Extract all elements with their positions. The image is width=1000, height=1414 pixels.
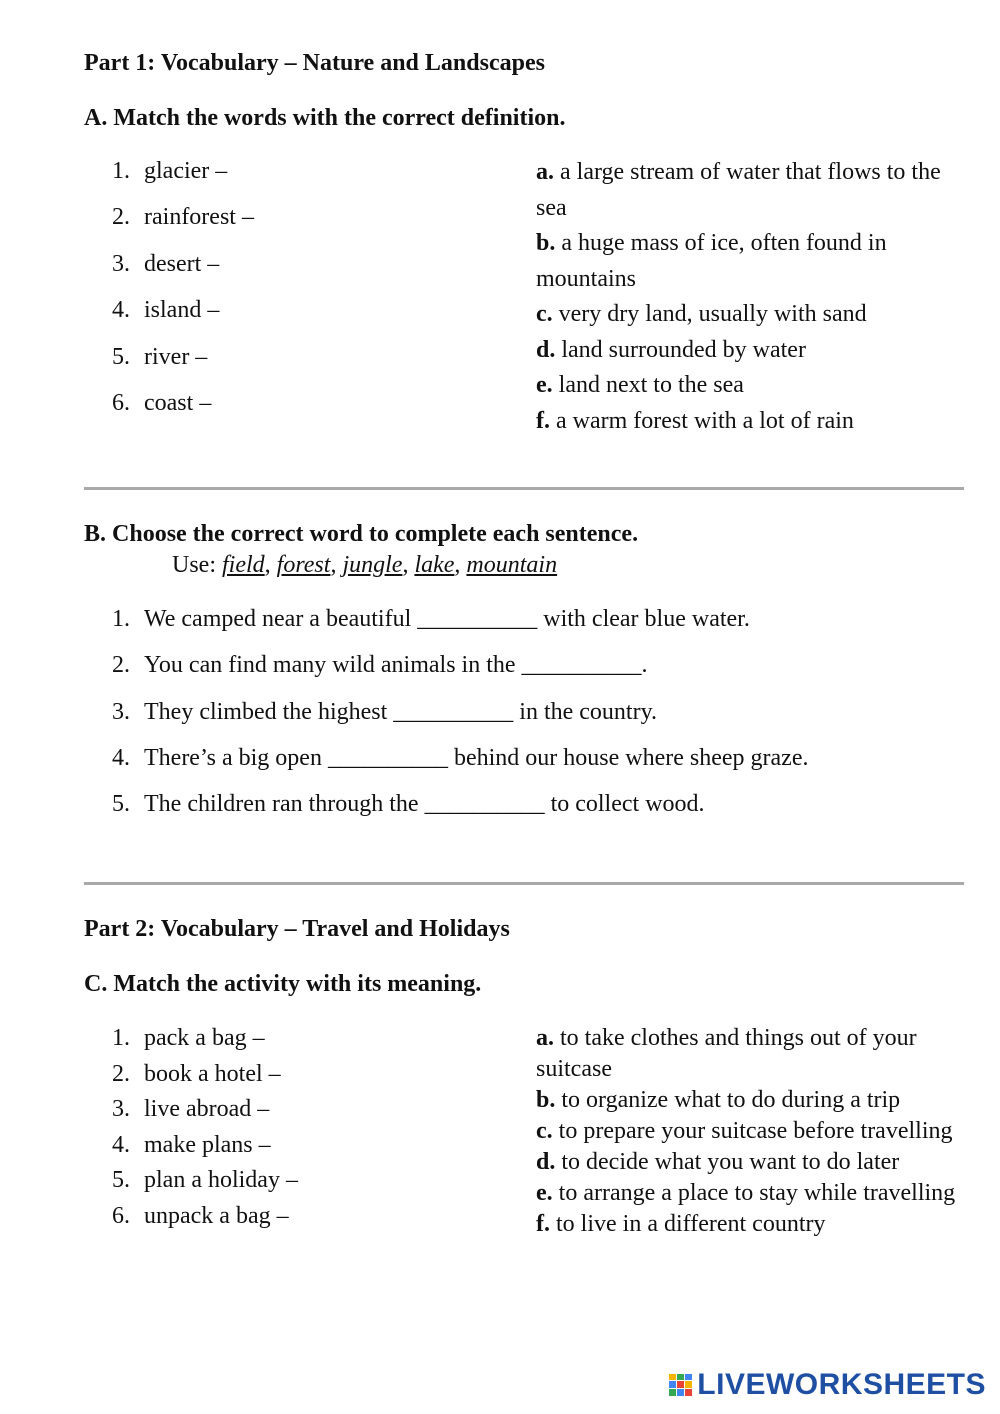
vocab-word-item xyxy=(112,388,254,434)
definition-text: a large stream of water that flows to the sea xyxy=(536,159,941,221)
section-c-activity-list xyxy=(112,1023,298,1236)
item-number: 3. xyxy=(112,698,130,725)
item-text: They climbed the highest __________ in the country. xyxy=(144,698,658,725)
word-bank xyxy=(172,550,557,581)
section-a-instruction: A. Match the words with the correct definition. xyxy=(84,105,566,131)
definition-letter: c. xyxy=(536,301,553,327)
divider-2 xyxy=(84,882,964,885)
activity-item xyxy=(112,1165,298,1201)
definition-text: to organize what to do during a trip xyxy=(561,1087,901,1113)
definition-item xyxy=(536,1085,976,1116)
definition-letter: e. xyxy=(536,1180,553,1206)
item-number: 1. xyxy=(112,1025,130,1051)
item-text: make plans – xyxy=(144,1131,271,1158)
definition-item xyxy=(536,368,976,404)
definition-text: land surrounded by water xyxy=(561,336,806,363)
part2-title: Part 2: Vocabulary – Travel and Holidays xyxy=(84,916,510,942)
item-text: book a hotel – xyxy=(144,1060,281,1087)
definition-text: a huge mass of ice, often found in mountains xyxy=(536,230,887,292)
definition-item xyxy=(536,1178,976,1209)
section-c-instruction: C. Match the activity with its meaning. xyxy=(84,971,482,997)
definition-letter: d. xyxy=(536,1149,556,1175)
word-bank-word: jungle xyxy=(342,552,403,578)
item-text: The children ran through the __________ to collect wood. xyxy=(144,791,705,818)
item-text: pack a bag – xyxy=(144,1025,265,1051)
liveworksheets-logo-icon xyxy=(669,1374,693,1396)
item-text: There’s a big open __________ behind our house where sheep graze. xyxy=(144,744,809,771)
word-bank-word: mountain xyxy=(466,552,558,578)
definition-letter: a. xyxy=(536,159,554,185)
item-number: 3. xyxy=(112,1096,130,1122)
item-text: glacier – xyxy=(144,158,228,184)
definition-text: land next to the sea xyxy=(558,372,744,398)
definition-letter: f. xyxy=(536,407,550,434)
definition-letter: c. xyxy=(536,1118,553,1144)
definition-text: to decide what you want to do later xyxy=(561,1149,900,1175)
definition-text: to take clothes and things out of your suitcase xyxy=(536,1025,917,1082)
item-number: 4. xyxy=(112,744,130,771)
word-bank-label: Use: xyxy=(172,552,216,578)
section-a-word-list xyxy=(112,156,254,434)
item-number: 3. xyxy=(112,250,130,277)
item-text: We camped near a beautiful __________ with clear blue water. xyxy=(144,606,750,632)
item-number: 6. xyxy=(112,1202,130,1229)
item-text: plan a holiday – xyxy=(144,1167,298,1193)
definition-letter: e. xyxy=(536,372,553,398)
word-bank-word: field xyxy=(222,552,265,578)
section-c-meaning-list xyxy=(536,1023,976,1240)
item-text: desert – xyxy=(144,250,220,277)
item-number: 4. xyxy=(112,297,130,324)
item-number: 2. xyxy=(112,652,130,679)
word-bank-word: forest xyxy=(276,552,331,578)
definition-item xyxy=(536,1209,976,1240)
liveworksheets-logo xyxy=(669,1365,986,1404)
definition-text: to arrange a place to stay while travelling xyxy=(558,1180,956,1206)
definition-item xyxy=(536,1116,976,1147)
sentence-item xyxy=(112,650,808,696)
item-text: river – xyxy=(144,343,208,370)
item-number: 4. xyxy=(112,1131,130,1158)
section-a-definition-list xyxy=(536,155,976,439)
section-b-instruction: B. Choose the correct word to complete each sentence. xyxy=(84,521,639,547)
activity-item xyxy=(112,1023,298,1059)
item-text: island – xyxy=(144,297,220,324)
definition-text: to live in a different country xyxy=(556,1211,826,1237)
vocab-word-item xyxy=(112,202,254,248)
activity-item xyxy=(112,1094,298,1130)
item-number: 2. xyxy=(112,204,130,231)
item-number: 6. xyxy=(112,389,130,416)
logo-text: LIVEWORKSHEETS xyxy=(697,1368,986,1401)
sentence-item xyxy=(112,697,808,743)
item-number: 1. xyxy=(112,158,130,184)
definition-letter: b. xyxy=(536,1087,556,1113)
word-bank-word: lake xyxy=(414,552,455,578)
activity-item xyxy=(112,1130,298,1166)
definition-item xyxy=(536,1147,976,1178)
activity-item xyxy=(112,1201,298,1237)
item-number: 1. xyxy=(112,606,130,632)
item-text: You can find many wild animals in the __________. xyxy=(144,652,648,679)
sentence-item xyxy=(112,604,808,650)
definition-text: to prepare your suitcase before travelling xyxy=(558,1118,953,1144)
sentence-item xyxy=(112,743,808,789)
item-number: 5. xyxy=(112,1167,130,1193)
item-number: 5. xyxy=(112,343,130,370)
definition-item xyxy=(536,404,976,440)
item-text: unpack a bag – xyxy=(144,1202,289,1229)
divider-1 xyxy=(84,487,964,490)
item-text: coast – xyxy=(144,389,212,416)
vocab-word-item xyxy=(112,342,254,388)
definition-item xyxy=(536,226,976,297)
part1-title: Part 1: Vocabulary – Nature and Landscapes xyxy=(84,50,545,76)
vocab-word-item xyxy=(112,295,254,341)
item-text: rainforest – xyxy=(144,204,254,231)
sentence-item xyxy=(112,789,808,835)
activity-item xyxy=(112,1059,298,1095)
definition-text: a warm forest with a lot of rain xyxy=(556,407,854,434)
vocab-word-item xyxy=(112,156,254,202)
definition-letter: d. xyxy=(536,336,556,363)
item-number: 5. xyxy=(112,791,130,818)
section-b-sentence-list xyxy=(112,604,808,835)
definition-item xyxy=(536,297,976,333)
item-number: 2. xyxy=(112,1060,130,1087)
vocab-word-item xyxy=(112,249,254,295)
item-text: live abroad – xyxy=(144,1096,270,1122)
definition-letter: f. xyxy=(536,1211,550,1237)
definition-text: very dry land, usually with sand xyxy=(558,301,867,327)
word-bank-words: field, forest, jungle, lake, mountain xyxy=(222,552,558,578)
definition-item xyxy=(536,333,976,369)
definition-letter: b. xyxy=(536,230,556,256)
definition-item xyxy=(536,155,976,226)
definition-item xyxy=(536,1023,976,1085)
definition-letter: a. xyxy=(536,1025,554,1051)
